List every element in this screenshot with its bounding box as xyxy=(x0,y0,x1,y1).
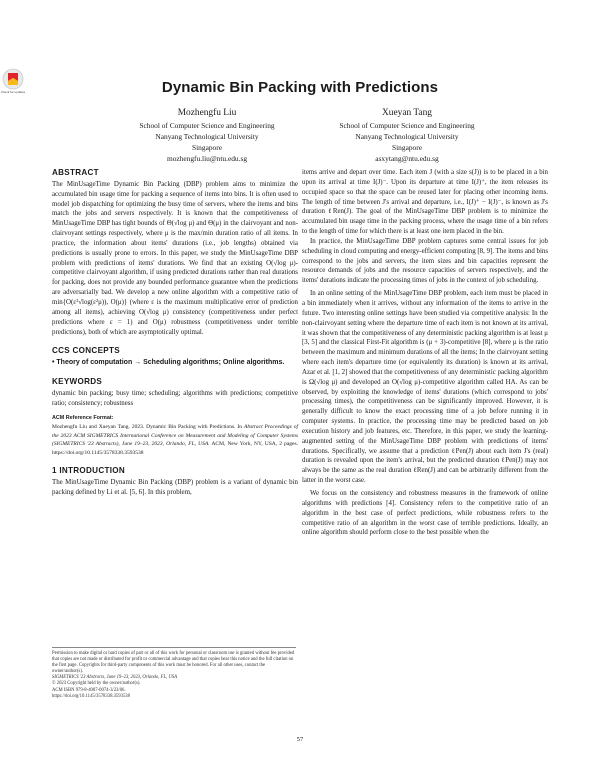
abstract-text: The MinUsageTime Dynamic Bin Packing (DBP) problem aims to minimize the accumulated bin usage time for packing a sequence of items into bins. It is often used to model job dispatching for optimizing the busy time of servers, where the items and bins match the jobs and servers respectively. It is known that the competitiveness of MinUsageTime DBP has tight bounds of Θ(√log μ) and Θ(μ) in the clairvoyant and non-clairvoyant settings respectively, where μ is the max/min duration ratio of all items. In practice, the information about items' durations (i.e., job lengths) obtained via predictions is usually prone to errors. In this paper, we study the MinUsageTime DBP problem with predictions of items' durations. We find that an existing O(√log μ)-competitive clairvoyant algorithm, if using predicted durations rather than real durations for packing, does not provide any bounded performance guarantee when the predictions are adversarially bad. We develop a new online algorithm with a competitive ratio of min{O(ε²√log(ε²μ)), O(μ)} (where ε is the maximum multiplicative error of prediction among all items), achieving O(√log μ) consistency (competitiveness under perfect predictions where ε = 1) and O(μ) robustness (competitiveness under terrible predictions), both of which are asymptotically optimal. xyxy=(52,180,298,336)
keywords-heading: KEYWORDS xyxy=(52,376,103,386)
permission-isbn: ACM ISBN 979-8-4007-0074-3/23/06. xyxy=(52,687,126,693)
acm-reference-heading: ACM Reference Format: xyxy=(52,414,114,421)
page-number: 57 xyxy=(296,736,304,743)
intro-heading: 1 INTRODUCTION xyxy=(52,466,125,476)
permission-copyright: © 2023 Copyright held by the owner/author(s). xyxy=(52,681,141,687)
acm-reference-line1: Mozhengfu Liu and Xueyan Tang. 2023. Dynamic Bin Packing with Predictions. In xyxy=(52,424,243,431)
paper-title: Dynamic Bin Packing with Predictions xyxy=(161,79,439,96)
right-paragraph-2: In practice, the MinUsageTime DBP problem captures some central issues for job scheduling in cloud computing and energy-efficient computing [8, 9]. The items and bins correspond to the jobs and servers, the item sizes and bin capacities represent the resource demands of jobs and the resource capacities of servers respectively, and the items' durations indicate the processing times of jobs in the context of job scheduling. xyxy=(302,237,548,285)
right-paragraph-4: We focus on the consistency and robustness measures in the framework of online algorithms with predictions [4]. Consistency refers to the competitive ratio of an algorithm in the best case of perfect predictions, while robustness refers to the competitive ratio of an algorithm in the worst case of terrible predictions. Ideally, an online algorithm should perform close to the best possible when the xyxy=(302,490,548,537)
author-country: Singapore xyxy=(192,143,222,152)
left-column xyxy=(52,168,298,498)
author-university: Nanyang Technological University xyxy=(355,132,459,141)
author-school: School of Computer Science and Engineering xyxy=(339,121,475,130)
right-column xyxy=(302,168,548,538)
permission-conference: SIGMETRICS '23 Abstracts, June 19–23, 2023, Orlando, FL, USA xyxy=(52,675,177,681)
permission-block xyxy=(52,647,296,700)
author-email[interactable]: mozhengfu.liu@ntu.edu.sg xyxy=(166,154,248,163)
acm-reference-text xyxy=(52,423,298,457)
right-paragraph-1: items arrive and depart over time. Each item J (with a size s(J)) is to be placed in a bin upon its arrival at time I(J)⁻. Upon its departure at time I(J)⁺, the item releases its occupied space so that the space can be reused later for placing other incoming items. The length of time between J's arrival and departure, i.e., I(J)⁺ − I(J)⁻, is known as J's duration ℓRen(J). The goal of the MinUsageTime DBP problem is to minimize the accumulated bin usage time in the packing process, where the usage time of a bin refers to the length of time for which there is at least one item placed in the bin. xyxy=(302,169,548,236)
ccs-text: • Theory of computation → Scheduling algorithms; Online algorithms. xyxy=(52,359,285,367)
author-block-2 xyxy=(282,107,532,164)
ccs-heading: CCS CONCEPTS xyxy=(52,346,120,356)
acm-reference-line2[interactable]: ACM, New York, NY, USA, 2 pages. https://doi.org/10.1145/3578338.3593538 xyxy=(52,441,298,456)
author-name: Mozhengfu Liu xyxy=(177,108,237,118)
abstract-heading: ABSTRACT xyxy=(52,168,99,177)
permission-text: Permission to make digital or hard copies of part or all of this work for personal or classroom use is granted without fee provided that copies are not made or distributed for profit or commercial advantage and that copies bear this notice and the full citation on the first page. Copyrights for third-party components of this work must be honored. For all other uses, contact the owner/author(s). xyxy=(52,651,295,675)
author-name: Xueyan Tang xyxy=(382,108,432,118)
author-school: School of Computer Science and Engineering xyxy=(139,121,275,130)
permission-doi[interactable]: https://doi.org/10.1145/3578338.3593538 xyxy=(52,693,130,699)
check-for-updates-caption: Check for updates xyxy=(0,90,26,94)
author-university: Nanyang Technological University xyxy=(155,132,259,141)
intro-paragraph: The MinUsageTime Dynamic Bin Packing (DBP) problem is a variant of dynamic bin packing defined by Li et al. [5, 6]. In this problem, xyxy=(52,479,298,497)
author-country: Singapore xyxy=(392,143,422,152)
author-email[interactable]: asxytang@ntu.edu.sg xyxy=(375,154,439,163)
right-paragraph-3: In an online setting of the MinUsageTime DBP problem, each item must be placed in a bin immediately when it arrives, without any information of the items to arrive in the future. Two interesting online settings have been studied via competitive analysis: In the non-clairvoyant setting where the departure time of each item is not known at its arrival, it was shown that the competitiveness of any deterministic packing algorithm is at least μ [3, 5] and the classical First-Fit algorithm is (μ + 3)-competitive [8], where μ is the ratio between the maximum and minimum durations of all the items; In the clairvoyant setting where each item's departure time (or equivalently its duration) is known at its arrival, Azar et al. [1, 2] showed that the competitiveness of any deterministic packing algorithm is Ω(√log μ) and developed an O(√log μ)-competitive algorithm called HA. As can be observed, by exploiting the knowledge of items' durations (which correspond to jobs' processing times), the competitiveness can be significantly improved. However, it is generally difficult to know the exact processing time of a job before running it in computer systems. In practice, the processing time may be predicted based on job execution history and job features, etc. Therefore, in this paper, we study the learning-augmented setting of the MinUsageTime DBP problem with predictions of items' durations. Specifically, we assume that a prediction ℓPen(J) about each item J's (real) duration is revealed upon the item's arrival, but the predicted duration ℓPen(J) may not always be the same as the real duration ℓRen(J) and can be arbitrarily different from the latter in the worst case. xyxy=(302,290,548,485)
acm-reference-venue: Abstract Proceedings of the 2023 ACM SIGMETRICS International Conference on Measurement and Modeling of Computer Systems (SIGMETRICS '23 Abstracts), June 19–23, 2023, Orlando, FL, USA. xyxy=(52,424,298,448)
keywords-text: dynamic bin packing; busy time; scheduling; algorithms with predictions; competitive ratio; consistency; robustness xyxy=(52,389,298,407)
